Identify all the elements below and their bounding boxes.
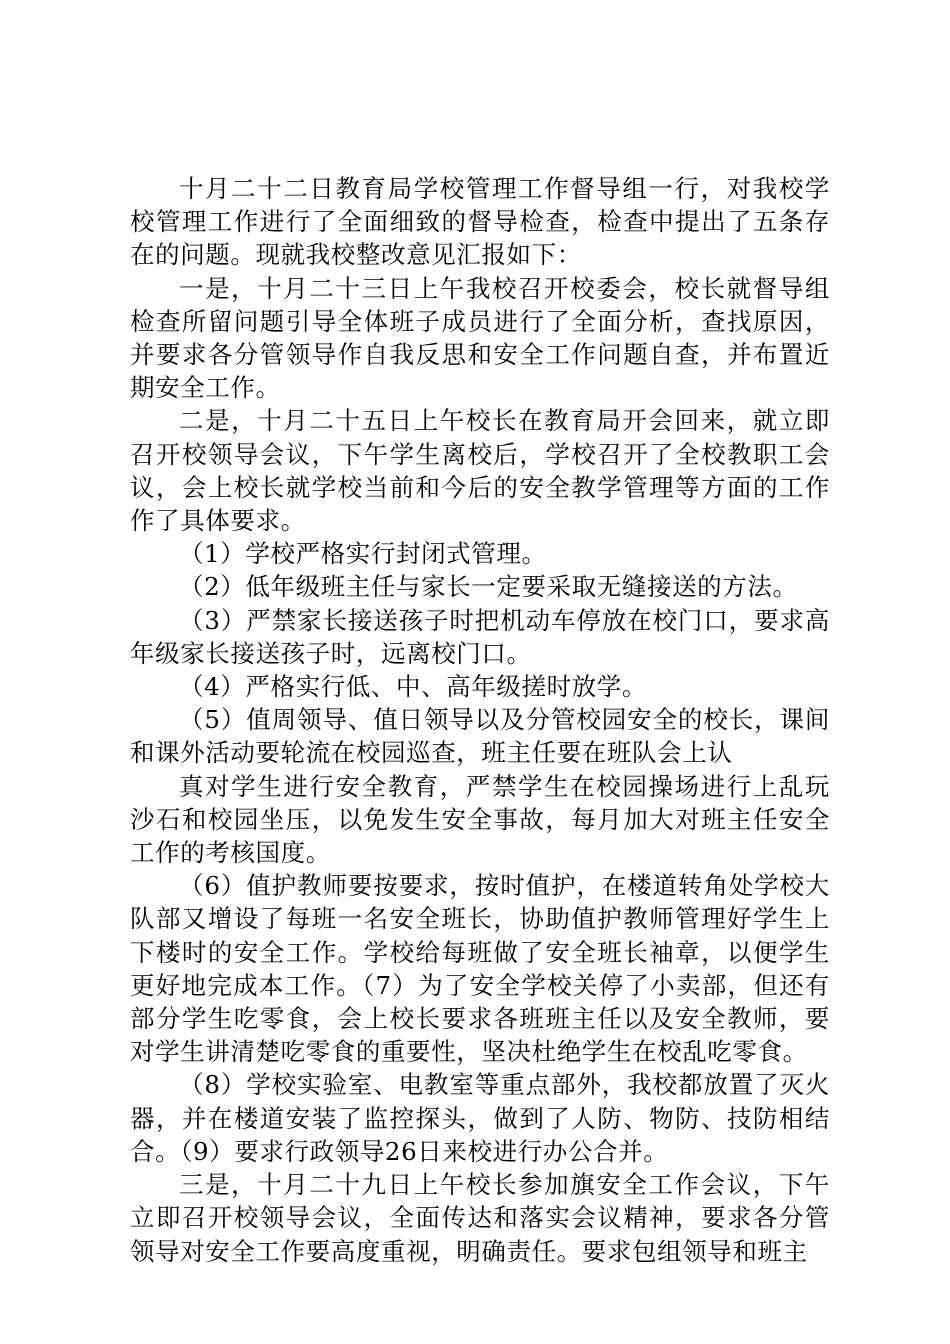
paragraph-item-1: （1）学校严格实行封闭式管理。 <box>179 539 547 569</box>
paragraph-item-4: （4）严格实行低、中、高年级搓时放学。 <box>179 672 647 702</box>
paragraph-item-3: （3）严禁家长接送孩子时把机动车停放在校门口，要求高年级家长接送孩子时，远离校门口。 <box>130 605 830 668</box>
paragraph-item-8-9: （8）学校实验室、电教室等重点部外，我校都放置了灭火器，并在楼道安装了监控探头，做到了人防、物防、技防相结合。（9）要求行政领导26日来校进行办公合并。 <box>130 1070 830 1166</box>
paragraph-item-2: （2）低年级班主任与家长一定要采取无缝接送的方法。 <box>179 572 798 602</box>
document-body <box>130 172 830 1268</box>
paragraph-intro: 十月二十二日教育局学校管理工作督导组一行，对我校学校管理工作进行了全面细致的督导检查，检查中提出了五条存在的问题。现就我校整改意见汇报如下： <box>130 174 830 270</box>
paragraph-first: 一是，十月二十三日上午我校召开校委会，校长就督导组检查所留问题引导全体班子成员进行了全面分析，查找原因，并要求各分管领导作自我反思和安全工作问题自查，并布置近期安全工作。 <box>130 273 830 403</box>
paragraph-second: 二是，十月二十五日上午校长在教育局开会回来，就立即召开校领导会议，下午学生离校后，学校召开了全校教职工会议，会上校长就学校当前和今后的安全教学管理等方面的工作作了具体要求。 <box>130 406 830 536</box>
paragraph-item-5: （5）值周领导、值日领导以及分管校园安全的校长，课间和课外活动要轮流在校园巡查，班主任要在班队会上认 <box>130 705 830 768</box>
paragraph-third: 三是，十月二十九日上午校长参加旗安全工作会议，下午立即召开校领导会议，全面传达和落实会议精神，要求各分管领导对安全工作要高度重视，明确责任。要求包组领导和班主 <box>130 1170 830 1266</box>
paragraph-item-6-7: （6）值护教师要按要求，按时值护，在楼道转角处学校大队部又增设了每班一名安全班长，协助值护教师管理好学生上下楼时的安全工作。学校给每班做了安全班长袖章，以便学生更好地完成本工作。（7）为了安全学校关停了小卖部，但还有部分学生吃零食，会上校长要求各班班主任以及安全教师，要对学生讲清楚吃零食的重要性，坚决杜绝学生在校乱吃零食。 <box>130 871 830 1067</box>
paragraph-item-5-continued: 真对学生进行安全教育，严禁学生在校园操场进行上乱玩沙石和校园坐压，以免发生安全事故，每月加大对班主任安全工作的考核国度。 <box>130 771 830 868</box>
